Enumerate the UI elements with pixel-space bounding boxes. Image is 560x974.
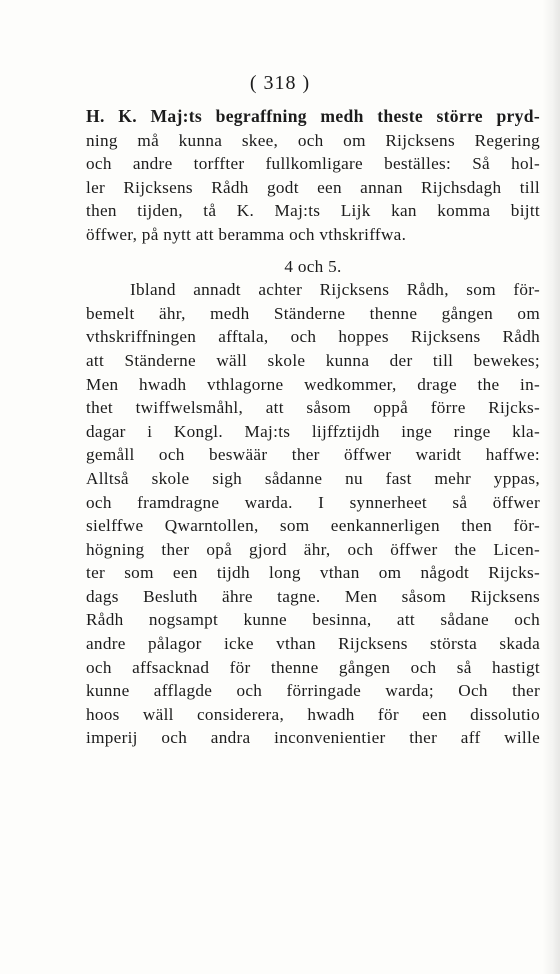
text-line: vthskriffningen afftala, och hoppes Rijcksens Rådh <box>86 327 540 347</box>
text-line: ler Rijcksens Rådh godt een annan Rijchsdagh till <box>86 177 540 197</box>
text-line: och framdragne warda. I synnerheet så öffwer <box>86 492 540 512</box>
text-line: Men hwadh vthlagorne wedkommer, drage the in- <box>86 374 540 394</box>
text-line: och andre torffter fullkomligare beställes: Så hol- <box>86 154 540 174</box>
text-line: och affsacknad för thenne gången och så hastigt <box>86 657 540 677</box>
text-line: sielffwe Qwarntollen, som eenkannerligen then för- <box>86 516 540 536</box>
text-line: bemelt ähr, medh Ständerne thenne gången om <box>86 303 540 323</box>
text-line: ter som een tijdh long vthan om någodt Rijcks- <box>86 563 540 583</box>
text-line: thet twiffwelsmåhl, att såsom oppå förre Rijcks- <box>86 398 540 418</box>
text-line: öffwer, på nytt att beramma och vthskriffwa. <box>86 224 407 244</box>
section-heading: 4 och 5. <box>284 256 342 276</box>
page-number: ( 318 ) <box>249 72 311 94</box>
text-line: gemåll och beswäär ther öffwer waridt haffwe: <box>86 445 540 465</box>
text-line: dagar i Kongl. Maj:ts lijffztijdh inge ringe kla- <box>86 421 540 441</box>
text-line: hoos wäll considerera, hwadh för een dissolutio <box>86 704 540 724</box>
page-edge-shadow <box>542 0 560 974</box>
text-line: then tijden, tå K. Maj:ts Lijk kan komma bijtt <box>86 201 540 221</box>
page-text <box>86 105 540 750</box>
text-line: Alltså skole sigh sådanne nu fast mehr yppas, <box>86 468 540 488</box>
text-line: dags Besluth ähre tagne. Men såsom Rijcksens <box>86 586 540 606</box>
text-line: kunne afflagde och förringade warda; Och ther <box>86 681 540 701</box>
text-line: att Ständerne wäll skole kunna der till bewekes; <box>86 350 540 370</box>
text-line: Rådh nogsampt kunne besinna, att sådane och <box>86 610 540 630</box>
text-line: Ibland annadt achter Rijcksens Rådh, som för- <box>130 280 540 300</box>
text-line: ning må kunna skee, och om Rijcksens Regering <box>86 130 540 150</box>
text-line: H. K. Maj:ts begraffning medh theste större pryd- <box>86 106 540 126</box>
text-line: högning ther opå gjord ähr, och öffwer the Licen- <box>86 539 540 559</box>
text-line: imperij och andra inconvenientier ther aff wille <box>86 728 540 748</box>
text-line: andre pålagor icke vthan Rijcksens största skada <box>86 634 540 654</box>
